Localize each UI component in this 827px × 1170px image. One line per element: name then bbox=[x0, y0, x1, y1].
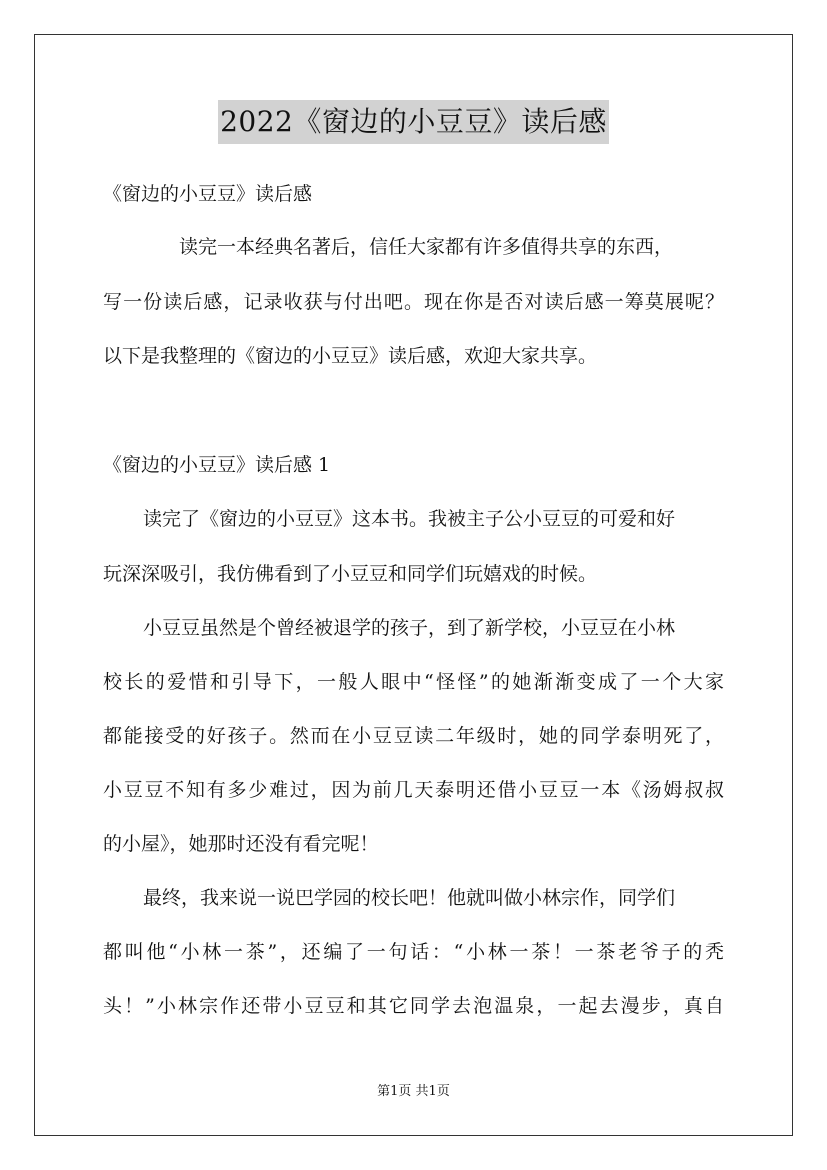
document-title: 2022《窗边的小豆豆》读后感 bbox=[218, 100, 609, 144]
paragraph-line: 小豆豆不知有多少难过，因为前几天泰明还借小豆豆一本《汤姆叔叔 bbox=[103, 779, 724, 801]
section-heading: 《窗边的小豆豆》读后感 bbox=[103, 183, 313, 205]
paragraph-line: 读完一本经典名著后，信任大家都有许多值得共享的东西， bbox=[179, 236, 674, 258]
paragraph-line: 校长的爱惜和引导下，一般人眼中“怪怪”的她渐渐变成了一个大家 bbox=[103, 671, 724, 693]
paragraph-line: 的小屋》，她那时还没有看完呢！ bbox=[103, 833, 379, 855]
title-container bbox=[0, 100, 827, 144]
paragraph-line: 头！”小林宗作还带小豆豆和其它同学去泡温泉，一起去漫步，真自 bbox=[103, 995, 724, 1017]
paragraph-line: 最终，我来说一说巴学园的校长吧！他就叫做小林宗作，同学们 bbox=[143, 887, 676, 909]
paragraph-line: 小豆豆虽然是个曾经被退学的孩子，到了新学校，小豆豆在小林 bbox=[143, 617, 676, 639]
paragraph-line: 都叫他“小林一茶”，还编了一句话：“小林一茶！一茶老爷子的秃 bbox=[103, 941, 724, 963]
paragraph-line: 以下是我整理的《窗边的小豆豆》读后感，欢迎大家共享。 bbox=[103, 345, 598, 367]
section-heading: 《窗边的小豆豆》读后感 1 bbox=[103, 454, 331, 476]
page-number: 第1页 共1页 bbox=[377, 1084, 450, 1099]
paragraph-line: 读完了《窗边的小豆豆》这本书。我被主子公小豆豆的可爱和好 bbox=[143, 508, 676, 530]
paragraph-line: 写一份读后感，记录收获与付出吧。现在你是否对读后感一筹莫展呢？ bbox=[103, 291, 724, 313]
paragraph-line: 玩深深吸引，我仿佛看到了小豆豆和同学们玩嬉戏的时候。 bbox=[103, 563, 598, 585]
paragraph-line: 都能接受的好孩子。然而在小豆豆读二年级时，她的同学泰明死了， bbox=[103, 725, 724, 747]
